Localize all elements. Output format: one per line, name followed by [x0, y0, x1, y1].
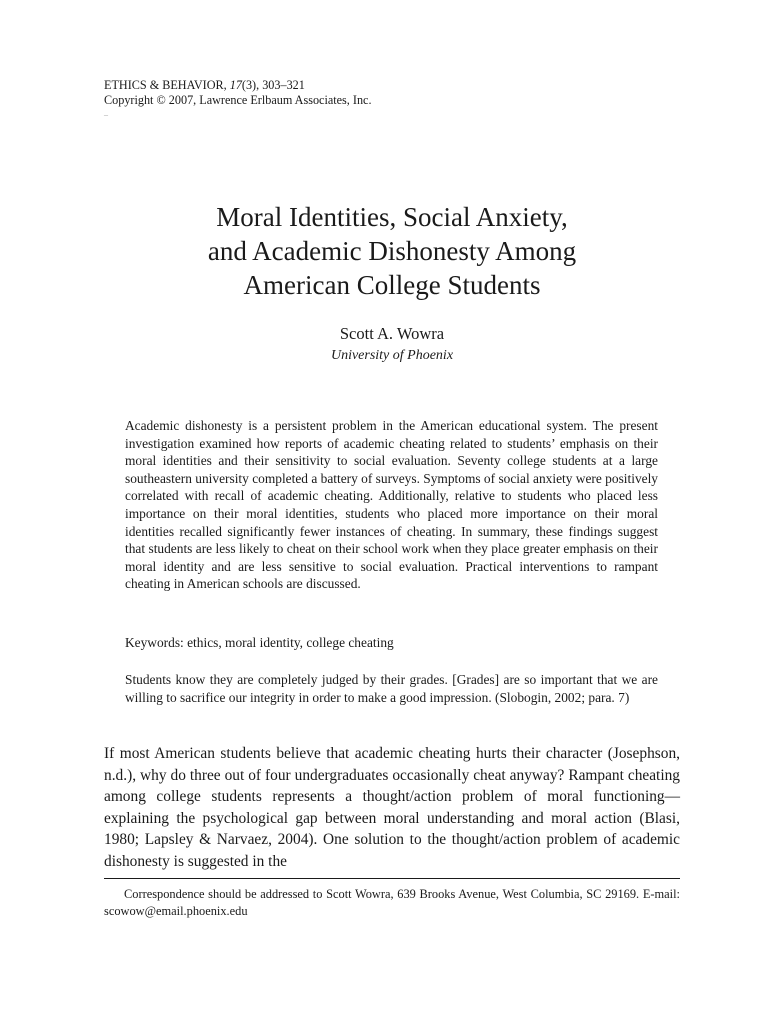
- abstract: Academic dishonesty is a persistent problem in the American educational system. The present investigation examined how reports of academic cheating related to students’ emphasis on their moral identities and their sensitivity to social evaluation. Seventy college students at a large southeastern university completed a battery of surveys. Symptoms of social anxiety were positively correlated with recall of academic cheating. Additionally, relative to students who placed less importance on their moral identities, students who placed more importance on their moral identities recalled significantly fewer instances of cheating. In summary, these findings suggest that students are less likely to cheat on their school work when they place greater emphasis on their moral identity and are less sensitive to social evaluation. Practical interventions to rampant cheating in American schools are discussed.: [125, 418, 658, 592]
- journal-volume: 17: [229, 78, 242, 92]
- footnote-divider: [104, 878, 680, 879]
- title-line-2: and Academic Dishonesty Among: [207, 236, 577, 266]
- correspondence-footnote: Correspondence should be addressed to Scott Wowra, 639 Brooks Avenue, West Columbia, SC 29169. E-mail: scowow@email.phoenix.edu: [104, 887, 680, 918]
- epigraph-quote: Students know they are completely judged by their grades. [Grades] are so important that we are willing to sacrifice our integrity in order to make a good impression. (Slobogin, 2002; para. 7): [125, 672, 658, 705]
- journal-issue-pages: (3), 303–321: [241, 78, 305, 92]
- author-affiliation: University of Phoenix: [330, 348, 454, 363]
- title-line-3: American College Students: [243, 270, 541, 300]
- article-title: [104, 200, 680, 302]
- copyright-notice: Copyright © 2007, Lawrence Erlbaum Associates, Inc.: [104, 93, 372, 107]
- journal-name: ETHICS & BEHAVIOR,: [104, 78, 227, 92]
- author-name: Scott A. Wowra: [339, 324, 445, 343]
- keywords: Keywords: ethics, moral identity, college cheating: [125, 635, 394, 650]
- journal-citation: [104, 78, 372, 93]
- title-line-1: Moral Identities, Social Anxiety,: [216, 202, 568, 232]
- body-paragraph: If most American students believe that academic cheating hurts their character (Josephson, n.d.), why do three out of four undergraduates occasionally cheat anyway? Rampant cheating among college students represents a thought/action problem of moral functioning—explaining the psychological gap between moral understanding and moral action (Blasi, 1980; Lapsley & Narvaez, 2004). One solution to the thought/action problem of academic dishonesty is suggested in the: [104, 745, 680, 870]
- running-header: [104, 78, 372, 120]
- header-mark: –: [104, 110, 108, 119]
